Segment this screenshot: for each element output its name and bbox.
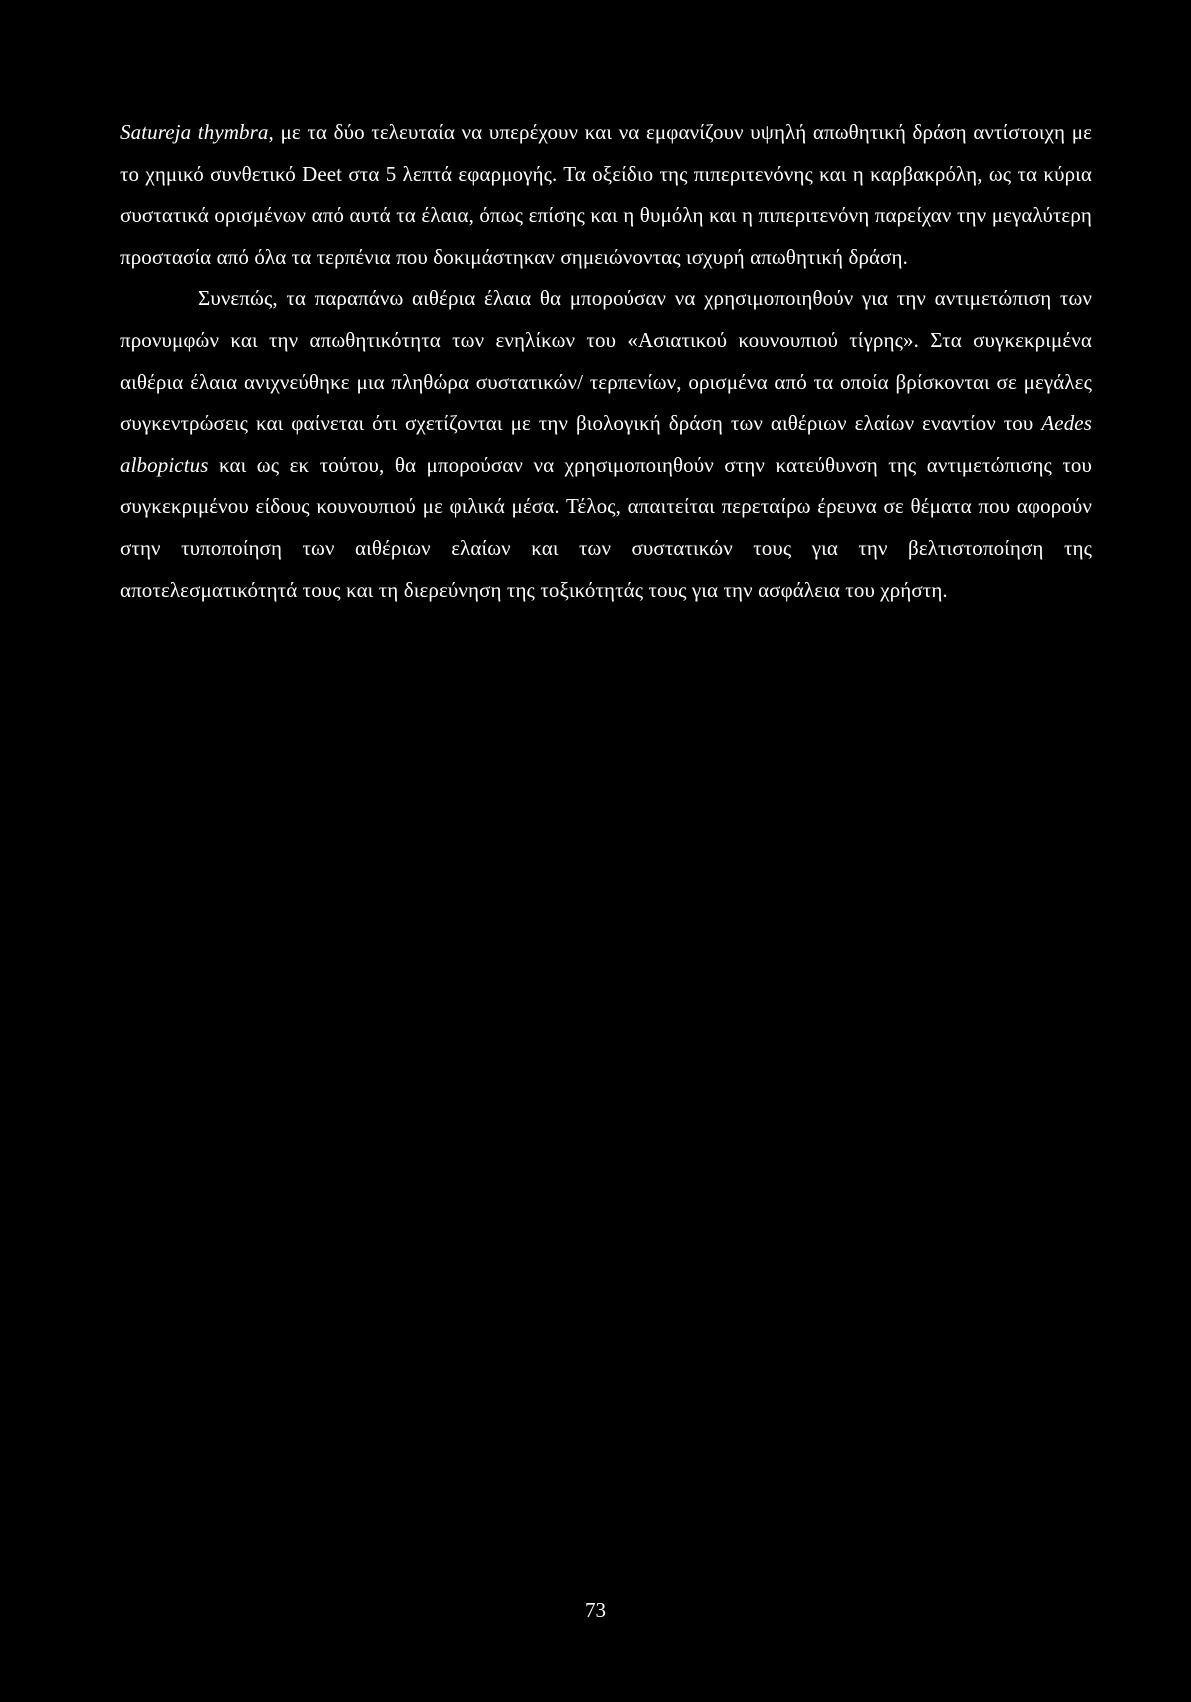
document-body — [120, 112, 1092, 611]
species-name-satureja: Satureja thymbra — [120, 120, 269, 144]
page-number: 73 — [585, 1598, 606, 1622]
paragraph-1-text: , με τα δύο τελευταία να υπερέχουν και να εμφανίζουν υψηλή απωθητική δράση αντίστοιχη με το χημικό συνθετικό Deet στα 5 λεπτά εφαρμογής. Τα οξείδιο της πιπεριτενόνης και η καρβακρόλη, ως τα κύρια συστατικά ορισμένων από αυτά τα έλαια, όπως επίσης και η θυμόλη και η πιπεριτενόνη παρείχαν την μεγαλύτερη προστασία από όλα τα τερπένια που δοκιμάστηκαν σημειώνοντας ισχυρή απωθητική δράση. — [120, 120, 1093, 269]
paragraph-2 — [120, 278, 1092, 611]
species-name-aedes: Aedes albopictus — [120, 411, 1092, 477]
paragraph-2-text-before: Συνεπώς, τα παραπάνω αιθέρια έλαια θα μπορούσαν να χρησιμοποιηθούν για την αντιμετώπιση των προνυμφών και την απωθητικότητα των ενηλίκων του «Ασιατικού κουνουπιού τίγρης». Στα συγκεκριμένα αιθέρια έλαια ανιχνεύθηκε μια πληθώρα συστατικών/ τερπενίων, ορισμένα από τα οποία βρίσκονται σε μεγάλες συγκεντρώσεις και φαίνεται ότι σχετίζονται με την βιολογική δράση των αιθέριων ελαίων εναντίον του — [120, 286, 1092, 436]
paragraph-2-text-after: και ως εκ τούτου, θα μπορούσαν να χρησιμοποιηθούν στην κατεύθυνση της αντιμετώπισης του συγκεκριμένου είδους κουνουπιού με φιλικά μέσα. Τέλος, απαιτείται περεταίρω έρευνα σε θέματα που αφορούν στην τυποποίηση των αιθέριων ελαίων και των συστατικών τους για την βελτιστοποίηση της αποτελεσματικότητά τους και τη διερεύνηση της τοξικότητάς τους για την ασφάλεια του χρήστη. — [120, 452, 1092, 602]
paragraph-1 — [120, 112, 1092, 278]
